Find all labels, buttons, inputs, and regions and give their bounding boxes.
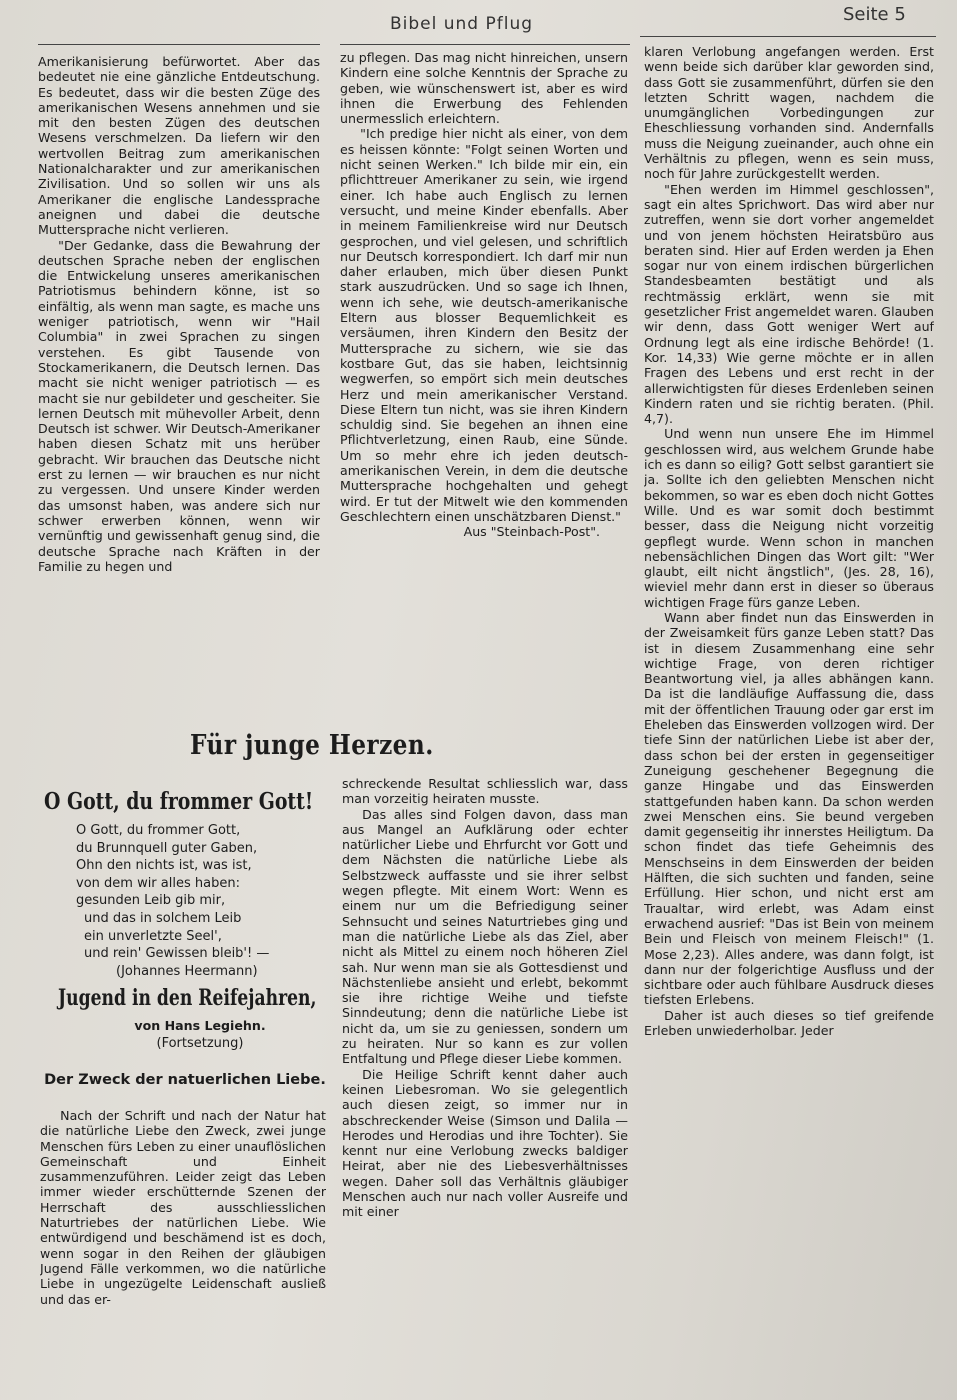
lower-left-column xyxy=(40,1108,326,1348)
byline: von Hans Legiehn. xyxy=(134,1018,266,1033)
article-subheading: Der Zweck der natuerlichen Liebe. xyxy=(44,1072,326,1088)
poem-line: von dem wir alles haben: xyxy=(76,875,240,891)
poem-line: und rein' Gewissen bleib'! — xyxy=(84,946,270,962)
poem-line: du Brunnquell guter Gaben, xyxy=(76,840,258,856)
paragraph: Amerikanisierung befürwortet. Aber das bedeutet nie eine gänzliche Entdeutschung. Es bedeutet, dass wir die besten Züge des amerikanischen Wesens annehmen und sie mit den besten Zügen des deutschen Wesens verschmelzen. Da liefern wir den wertvollen Beitrag zum amerikanischen Nationalcharakter und zur amerikanischen Zivilisation. Und so sollen wir uns als Amerikaner die englische Landessprache aneignen und dabei die deutsche Muttersprache nicht verlieren. xyxy=(38,54,320,238)
right-column xyxy=(644,44,934,1344)
header-rule-left xyxy=(38,44,320,45)
upper-column-2 xyxy=(340,50,628,710)
poem-title: O Gott, du frommer Gott! xyxy=(44,788,314,815)
poem-line: O Gott, du frommer Gott, xyxy=(76,823,241,838)
lower-middle-column xyxy=(342,776,628,1346)
page-number: Seite 5 xyxy=(843,4,906,25)
paragraph: "Ich predige hier nicht als einer, von dem es heissen könnte: "Folgt seinen Worten und nicht seinen Werken." Ich bilde mir ein, ein pflichttreuer Amerikaner zu sein, wie irgend einer. Ich habe auch Englisch zu lernen versucht, und meine Kinder ebenfalls. Aber in meinem Familienkreise wird nur Deutsch gesprochen, und viel gelesen, und schriftlich nur Deutsch korrespondiert. Ich darf mir nun daher erlauben, mich über diesen Punkt stark auszudrücken. Und so sage ich Ihnen, wenn ich sehe, wie deutsch-amerikanische Eltern aus blosser Bequemlichkeit es versäumen, ihren Kindern den Besitz der Muttersprache zu sichern, wie sie das kostbare Gut, das sie haben, leichtsinnig wegwerfen, so empört sich mein deutsches Herz und mein amerikanischer Verstand. Diese Eltern tun nicht, was sie ihren Kindern schuldig sind. Sie begehen an ihnen eine Pflichtverletzung, einen Raub, eine Sünde. Um so mehr ehre ich jeden deutsch-amerikanischen Verein, in dem die deutsche Muttersprache hochgehalten und gehegt wird. Er tut der Mitwelt wie den kommenden Geschlechtern einen unschätzbaren Dienst." xyxy=(340,126,628,524)
poem xyxy=(76,822,336,980)
paragraph: zu pflegen. Das mag nicht hinreichen, unsern Kindern eine solche Kenntnis der Sprache zu geben, wie wünschenswert ist, aber es wird ihnen die Erwerbung des Fehlenden unermesslich erleichtern. xyxy=(340,50,628,127)
section-heading: Für junge Herzen. xyxy=(190,730,434,761)
page-header-title: Bibel und Pflug xyxy=(390,14,534,34)
header-rule-right xyxy=(640,36,936,37)
source-note: Aus "Steinbach-Post". xyxy=(463,524,600,540)
paragraph: Wann aber findet nun das Einswerden in der Zweisamkeit fürs ganze Leben statt? Das ist in diesem Zusammenhang eine sehr wichtige Frage, von deren richtiger Beantwortung viel, ja alles abhängen kann. Da ist die landläufige Auffassung die, dass mit der öffentlichen Trauung oder gar erst im Eheleben das Einswerden vollzogen wird. Der tiefe Sinn der natürlichen Liebe ist aber der, dass schon bei der ersten in gegenseitiger Zuneigung geschehener Begegnung die ganze Hingabe und das Einswerden stattgefunden haben kann. Da schon werden zwei Menschen eins. Sie beund vergeben damit gegenseitig ihr innerstes Heiligtum. Da schon findet das tiefe Geheimnis des Menschseins in dem Einswerden der beiden Hälften, die sich suchten und fanden, seine Erfüllung. Hier schon, und nicht erst am Traualtar, wird erlebt, was Adam einst erwachend ausrief: "Das ist Bein von meinem Bein und Fleisch von meinem Fleisch!" (1. Mose 2,23). Alles andere, was dann folgt, ist dann nur der folgerichtige Ausfluss und der sichtbare oder auch fühlbare Ausdruck dieses tiefsten Erlebens. xyxy=(644,609,934,1008)
poem-author: (Johannes Heermann) xyxy=(116,963,258,979)
poem-line: und das in solchem Leib xyxy=(84,910,242,926)
upper-column-1 xyxy=(38,54,320,714)
paragraph: Das alles sind Folgen davon, dass man aus Mangel an Aufklärung oder echter natürlicher Liebe und Ehrfurcht vor Gott und dem Nächsten die natürliche Liebe als Selbstzweck auffasste und sie ihrer selbst wegen pflegte. Mit einem Wort: Wenn es einem nur um die Befriedigung seiner Sehnsucht und seines Naturtriebes ging und man die natürliche Liebe als das Ziel, aber nicht als Mittel zu einem noch höheren Ziel sah. Nur wenn man sie als Gottesdienst und Nächstenliebe ansieht und erlebt, bekommt sie ihre richtige Weihe und tiefste Sinndeutung; denn die natürliche Liebe ist nicht da, um sie zu geniessen, sondern um zu heiraten. Nur so kann es zur vollen Entfaltung und Pflege dieser Liebe kommen. xyxy=(342,806,628,1067)
article-title: Jugend in den Reifejahren, xyxy=(58,985,317,1011)
continuation-note: (Fortsetzung) xyxy=(156,1036,244,1051)
paragraph: Die Heilige Schrift kennt daher auch keinen Liebesroman. Wo sie gelegentlich auch diesen zeigt, so immer nur in abschreckender Weise (Simson und Dalila — Herodes und Herodias und ihre Tochter). Sie kennt nur eine Verlobung zwecks baldiger Heirat, aber nie des Liebesverhältnisses wegen. Daher soll das Verhältnis gläubiger Menschen auch nur nach voller Ausreife und mit einer xyxy=(342,1066,628,1220)
paragraph: Und wenn nun unsere Ehe im Himmel geschlossen wird, aus welchem Grunde habe ich es dann so eilig? Gott selbst garantiert sie ja. Sollte ich den geliebten Menschen nicht bekommen, so war es eben doch nicht Gottes Wille. Und es war somit doch bestimmt besser, dass die Neigung nicht vorzeitig gepflegt wurde. Wenn schon in manchen nebensächlichen Dingen das Wort gilt: "Wer glaubt, eilt nicht ängstlich", (Jes. 28, 16), wieviel mehr dann erst in dieser so überaus wichtigen Frage fürs ganze Leben. xyxy=(644,426,934,610)
poem-line: Ohn den nichts ist, was ist, xyxy=(76,858,252,874)
paragraph: klaren Verlobung angefangen werden. Erst wenn beide sich darüber klar geworden sind, dass Gott sie zusammenführt, dürfen sie den letzten Schritt wagen, nachdem die unumgänglichen Vorbedingungen zur Eheschliessung vorhanden sind. Andernfalls muss die Neigung zueinander, auch ohne ein Verhältnis zu pflegen, wenn es sein muss, noch für Jahre zurückgestellt werden. xyxy=(644,44,934,182)
paragraph: "Der Gedanke, dass die Bewahrung der deutschen Sprache neben der englischen die Entwickelung unseres amerikanischen Patriotismus behindern könne, ist so einfältig, als wenn man sagte, es mache uns weniger patriotisch, wenn wir "Hail Columbia" in zwei Sprachen zu singen verstehen. Es gibt Tausende von Stockamerikanern, die Deutsch lernen. Das macht sie nicht weniger patriotisch — es macht sie nur gebildeter und gescheiter. Sie lernen Deutsch mit mühevoller Arbeit, denn Deutsch ist schwer. Wir Deutsch-Amerikaner haben diesen Schatz mit uns herüber gebracht. Wir brauchen das Deutsche nicht erst zu lernen — wir brauchen es nur nicht zu vergessen. Und unsere Kinder werden das umsonst haben, was andere sich nur schwer erwerben können, wenn wir vernünftig und gewissenhaft genug sind, die deutsche Sprache nach Kräften in der Familie zu hegen und xyxy=(38,237,320,574)
paragraph: Nach der Schrift und nach der Natur hat die natürliche Liebe den Zweck, zwei junge Menschen fürs Leben zu einer unauflöslichen Gemeinschaft und Einheit zusammenzuführen. Leider zeigt das Leben immer wieder erschütternde Szenen der Herrschaft des ausschliesslichen Naturtriebes der natürlichen Liebe. Wie entwürdigend und beschämend ist es doch, wenn sogar in den Reihen der gläubigen Jugend Fälle verkommen, wo die natürliche Liebe in ungezügelte Leidenschaft ausließ und das er- xyxy=(40,1108,326,1307)
header-rule-mid xyxy=(340,44,630,45)
poem-line: gesunden Leib gib mir, xyxy=(76,893,226,909)
paragraph: schreckende Resultat schliesslich war, dass man vorzeitig heiraten musste. xyxy=(342,776,628,807)
poem-line: ein unverletzte Seel', xyxy=(84,928,222,944)
paragraph: "Ehen werden im Himmel geschlossen", sagt ein altes Sprichwort. Das wird aber nur zutreffen, wenn sie dort vorher angemeldet und von jenem höchsten Heiratsbüro aus beraten sind. Hier auf Erden werden ja Ehen sogar nur von einem irdischen bürgerlichen Standesbeamten bestätigt und als rechtmässig erklärt, wenn sie mit gesetzlicher Frist angemeldet waren. Glauben wir denn, dass Gott weniger Wert auf Ordnung legt als eine irdische Behörde! (1. Kor. 14,33) Wie gerne möchte er in allen Fragen des Lebens und erst recht in der allerwichtigsten für dieses Erdenleben seinen Kindern raten und sie richtig beraten. (Phil. 4,7). xyxy=(644,181,934,427)
paragraph: Daher ist auch dieses so tief greifende Erleben unwiederholbar. Jeder xyxy=(644,1007,934,1038)
